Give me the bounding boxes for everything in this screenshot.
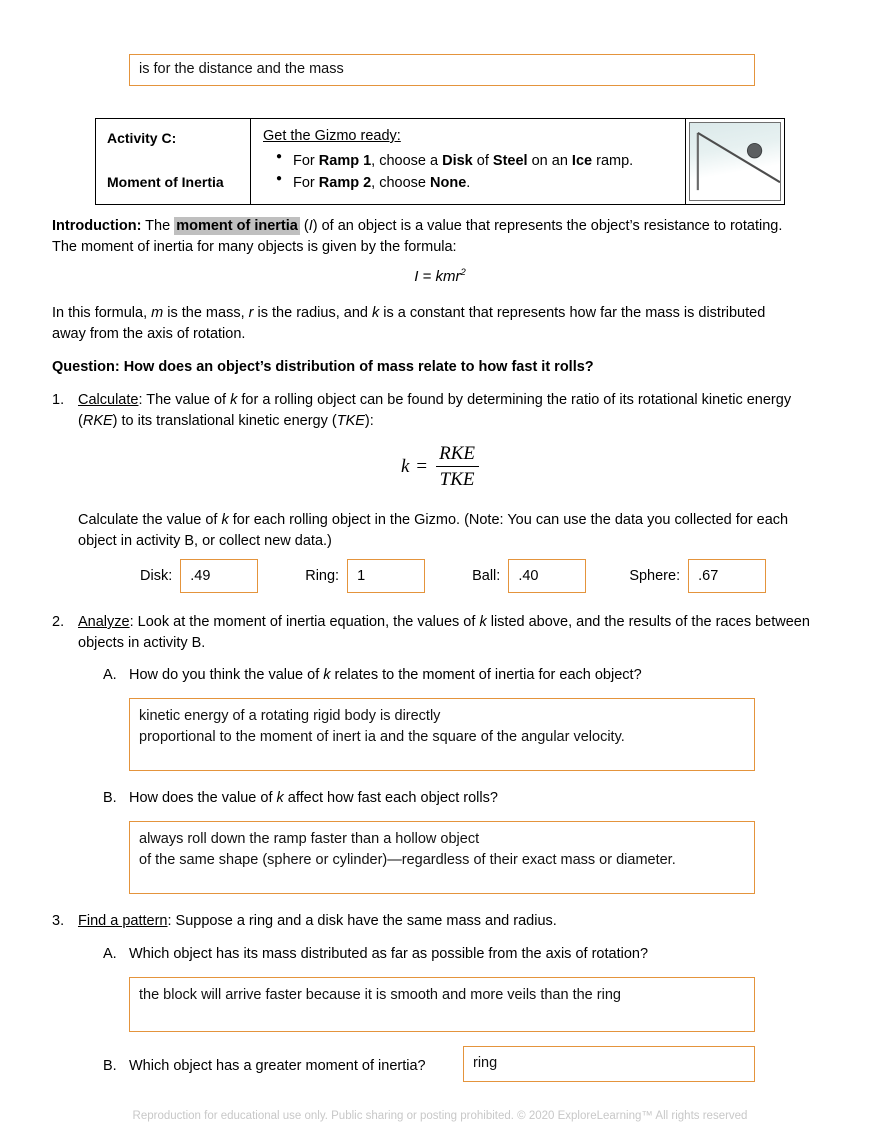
item-2-text-b: listed above, and the results of the races between objects in activity B.: [78, 614, 810, 652]
activity-c-instructions-cell: [251, 119, 686, 204]
item-2-k: k: [479, 614, 487, 630]
bullet1-mid1: , choose a: [371, 152, 443, 169]
answer-box-carryover-text: is for the distance and the mass: [139, 61, 344, 78]
k-ratio-formula: [0, 443, 880, 492]
sub-2b-k: k: [276, 790, 284, 806]
radius-symbol: r: [248, 305, 254, 321]
item-1-text-b: for a rolling object can be found by determining the ratio of its rotational kinetic energy (: [78, 392, 792, 430]
bullet2-bold1: Ramp 2: [318, 175, 372, 192]
answer-box-carryover[interactable]: [129, 54, 755, 86]
item-2-colon: :: [129, 614, 134, 630]
gizmo-setup-list: [263, 150, 675, 195]
bullet2-prefix: For: [293, 175, 319, 192]
bullet1-bold2: Disk: [442, 152, 473, 169]
inertia-symbol: I: [308, 218, 313, 234]
bullet1-bold1: Ramp 1: [318, 152, 372, 169]
sub-question-3a: [103, 944, 803, 965]
activity-c-label: Activity C:: [107, 130, 177, 146]
k-group-sphere: [629, 559, 766, 593]
followup-text-b: for each rolling object in the Gizmo. (Note: You can use the data you collected for each object in activity B, or collect new data.): [78, 512, 789, 550]
disk-label: Disk:: [140, 567, 173, 584]
question-heading: Question: How does an object’s distribution of mass relate to how fast it rolls?: [52, 359, 594, 375]
sub-question-2b-letter: B.: [103, 790, 117, 806]
item-3-colon: :: [167, 913, 172, 929]
fraction: [435, 443, 479, 492]
answer-box-2b-line-1: always roll down the ramp faster than a hollow object: [139, 831, 480, 847]
item-2-label: Analyze: [78, 614, 130, 630]
activity-c-title-cell: [96, 119, 251, 204]
sub-question-2a-letter: A.: [103, 667, 117, 683]
sub-question-3b-letter: B.: [103, 1058, 117, 1074]
sub-question-3b-text: Which object has a greater moment of inertia?: [129, 1058, 426, 1074]
formula-body: I = kmr: [414, 268, 461, 285]
sub-2b-text-b: affect how fast each object rolls?: [283, 790, 498, 806]
moment-of-inertia-formula: [0, 266, 880, 287]
introduction-text-a: The: [141, 218, 175, 234]
sub-question-2b: [103, 788, 803, 809]
k-values-row: [140, 559, 840, 593]
fraction-numerator: RKE: [439, 443, 476, 464]
sub-2a-text-b: relates to the moment of inertia for each object?: [330, 667, 642, 683]
item-1-label: Calculate: [78, 392, 139, 408]
page-footer: Reproduction for educational use only. Public sharing or posting prohibited. © 2020 ExploreLearning™ All rights reserved: [132, 1110, 748, 1122]
activity-c-image-cell: [686, 119, 784, 204]
bullet1-bold3: Steel: [492, 152, 528, 169]
k-group-ring: [305, 559, 425, 593]
formula-explanation-paragraph: [52, 303, 802, 345]
item-1-number: 1.: [52, 392, 65, 408]
bullet2-suffix: .: [466, 175, 471, 192]
sub-question-3a-text: Which object has its mass distributed as far as possible from the axis of rotation?: [129, 946, 649, 962]
answer-box-2b[interactable]: [129, 821, 755, 894]
sub-question-2a-text: [129, 665, 803, 686]
introduction-text-c: ) of an object is a value that represents the object’s resistance to rotating. The moment of inertia for many objects is given by the formula:: [52, 218, 783, 256]
sub-2a-text-a: How do you think the value of: [129, 667, 324, 683]
ball-label: Ball:: [472, 567, 501, 584]
mass-symbol: m: [151, 305, 164, 321]
introduction-label: Introduction:: [52, 218, 142, 234]
followup-k: k: [221, 512, 229, 528]
numbered-item-3: [52, 911, 814, 932]
k-group-disk: [140, 559, 258, 593]
item-1-text-c: ) to its translational kinetic energy (: [112, 413, 337, 430]
list-item: [293, 172, 675, 194]
rke-symbol: RKE: [82, 413, 113, 430]
item-3-number: 3.: [52, 913, 65, 929]
ramp-icon: [690, 123, 780, 200]
sub-2a-k: k: [323, 667, 331, 683]
answer-box-2a-line-2: proportional to the moment of inert ia and the square of the angular velocity.: [139, 729, 625, 746]
answer-box-3a-line-1: the block will arrive faster because it is smooth and more veils than the ring: [139, 987, 621, 1003]
item-1-k: k: [230, 392, 238, 408]
answer-box-3a[interactable]: [129, 977, 755, 1032]
item-1-text-d: ):: [364, 413, 374, 430]
answer-box-2a[interactable]: [129, 698, 755, 771]
ring-k-value: 1: [357, 567, 366, 584]
answer-box-3b-value: ring: [473, 1055, 498, 1072]
bullet2-bold2: None: [430, 175, 467, 192]
bullet1-mid3: on an: [527, 152, 572, 169]
followup-text-a: Calculate the value of: [78, 512, 222, 528]
item-1-followup: [78, 510, 818, 552]
ball-k-value: .40: [518, 567, 539, 584]
introduction-text-b: (: [299, 218, 309, 234]
bullet1-bold4: Ice: [571, 152, 593, 169]
k-group-ball: [472, 559, 586, 593]
sphere-label: Sphere:: [629, 567, 681, 584]
introduction-paragraph: [52, 216, 792, 258]
k-symbol: k: [371, 305, 380, 321]
bullet1-mid2: of: [472, 152, 493, 169]
activity-c-table: [95, 118, 785, 205]
activity-c-subject: Moment of Inertia: [107, 174, 224, 191]
item-2-body: [78, 612, 814, 654]
sub-question-2b-text: [129, 788, 803, 809]
numbered-item-2: [52, 612, 814, 654]
item-3-body: [78, 911, 814, 932]
ramp-with-ball-diagram: [689, 122, 781, 201]
explanation-part-b: is the mass,: [163, 305, 249, 321]
explanation-part-a: In this formula,: [52, 305, 152, 321]
ball-k-input[interactable]: [508, 559, 586, 593]
fraction-equals: =: [416, 455, 428, 477]
sub-question-3a-letter: A.: [103, 946, 117, 962]
fraction-denominator: TKE: [436, 466, 479, 491]
sphere-k-input[interactable]: [688, 559, 766, 593]
ring-k-input[interactable]: [347, 559, 425, 593]
fraction-lhs: k: [400, 455, 410, 477]
item-1-colon: :: [138, 392, 143, 408]
disk-k-input[interactable]: [180, 559, 258, 593]
answer-box-3b[interactable]: [463, 1046, 755, 1082]
list-item: [293, 150, 675, 172]
sub-2b-text-a: How does the value of: [129, 790, 277, 806]
disk-k-value: .49: [190, 567, 211, 584]
item-3-label: Find a pattern: [78, 913, 168, 929]
item-2-text-a: Look at the moment of inertia equation, the values of: [133, 614, 480, 630]
highlighted-term: moment of inertia: [176, 218, 298, 234]
item-2-number: 2.: [52, 614, 65, 630]
item-3-text-a: Suppose a ring and a disk have the same mass and radius.: [171, 913, 557, 929]
explanation-part-c: is the radius, and: [253, 305, 372, 321]
tke-symbol: TKE: [336, 413, 365, 430]
ring-label: Ring:: [305, 567, 340, 584]
numbered-item-1: [52, 390, 812, 432]
bullet1-prefix: For: [293, 152, 319, 169]
answer-box-2b-line-2: of the same shape (sphere or cylinder)—regardless of their exact mass or diameter.: [139, 852, 676, 869]
bullet1-suffix: ramp.: [592, 152, 634, 169]
formula-exponent: 2: [460, 267, 466, 278]
explanation-part-d: is a constant that represents how far the mass is distributed away from the axis of rotation.: [52, 305, 766, 343]
item-1-body: [78, 390, 812, 432]
bullet2-mid1: , choose: [371, 175, 431, 192]
sub-question-2a: [103, 665, 803, 686]
answer-box-2a-line-1: kinetic energy of a rotating rigid body is directly: [139, 708, 441, 724]
item-1-text-a: The value of: [142, 392, 231, 408]
sphere-k-value: .67: [698, 567, 719, 584]
get-gizmo-ready-heading: Get the Gizmo ready:: [263, 128, 401, 144]
